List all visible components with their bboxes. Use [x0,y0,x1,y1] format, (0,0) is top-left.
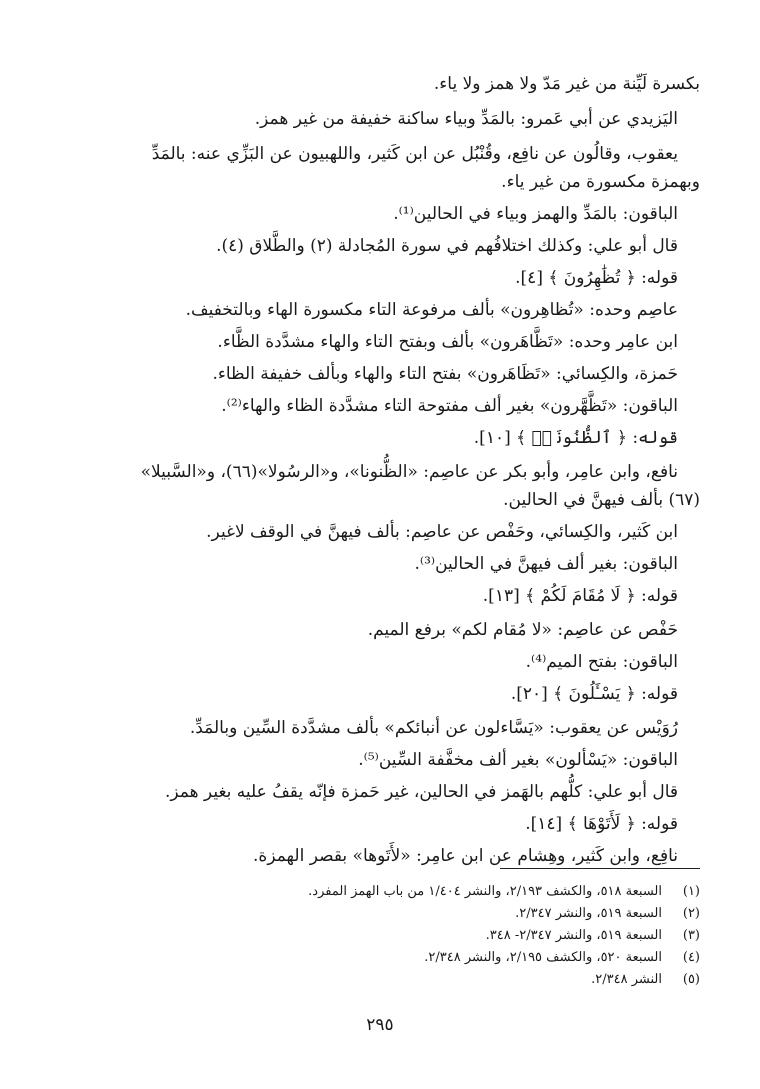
footnote [591,970,700,990]
footnote-text: النشر ٢/٣٤٨. [591,972,662,987]
text-line: رُوَيْس عن يعقوب: «يَسَّاءلون عن أنبائكم» بألف مشدَّدة السِّين وبالمَدِّ. [189,718,678,738]
footnote [424,948,700,968]
footnote [515,904,700,924]
text-line: ابن عامِر وحده: «تَظَّاهَرون» بألف وبفتح التاء والهاء مشدَّدة الظَّاء. [217,332,678,352]
text-line: الباقون: بغير ألف فيهنَّ في الحالين⁽³⁾. [414,554,678,574]
footnote [308,882,700,902]
verse-heading: قوله: ﴿ لَا مُقَامَ لَكُمْ ﴾ [١٣]. [482,586,678,606]
footnote [486,926,700,946]
verse-heading: قوله: ﴿ تُظَٰهِرُونَ ﴾ [٤]. [515,268,678,288]
footnote-text: السبعة ٥١٩، والنشر ٢/٣٤٧. [515,906,662,921]
text-line: قال أبو علي: وكذلك اختلافُهم في سورة المُجادلة (٢) والطَّلاق (٤). [216,236,678,256]
footnote-text: السبعة ٥١٩، والنشر ٢/٣٤٧- ٣٤٨. [485,928,662,943]
verse-heading: قوله: ﴿ لَأَتَوْهَا ﴾ [١٤]. [525,814,678,834]
verse-heading: قوله: ﴿ يَسْـَٔلُونَ ﴾ [٢٠]. [510,684,678,704]
footnote-number: (٢) [682,906,700,921]
text-line: حَفْص عن عاصِم: «لا مُقام لكم» برفع الميم. [367,620,678,640]
text-line: حَمزة، والكِسائي: «تَظَاهَرون» بفتح التاء والهاء وبألف خفيفة الظاء. [212,364,678,384]
page-number: ٢٩٥ [366,1015,394,1035]
book-page [60,60,700,1060]
text-line: اليَزيدي عن أبي عَمرو: بالمَدِّ وبياء ساكنة خفيفة من غير همز. [254,109,678,129]
text-line: نافع، وابن عامِر، وأبو بكر عن عاصِم: «الظُّنونا»، و«الرسُولا»(٦٦)، و«السَّبيلا» [140,462,678,482]
text-line: الباقون: بالمَدِّ والهمز وبياء في الحالين⁽¹⁾. [393,204,678,224]
footnote-text: السبعة ٥١٨، والكشف ٢/١٩٣، والنشر ١/٤٠٤ من باب الهمز المفرد. [308,884,662,899]
footnote-number: (٥) [682,972,700,987]
text-line: ابن كَثير، والكِسائي، وحَفْص عن عاصِم: بألف فيهنَّ في الوقف لاغير. [206,522,678,542]
text-line: عاصِم وحده: «تُظاهِرون» بألف مرفوعة التاء مكسورة الهاء وبالتخفيف. [185,300,678,320]
footnote-text: السبعة ٥٢٠، والكشف ٢/١٩٥، والنشر ٢/٣٤٨. [424,950,662,965]
verse-heading: قوله: ﴿ ٱلظُّنُونَا۠ ﴾ [١٠]. [473,428,678,448]
footnote-divider [500,868,700,869]
text-line: يعقوب، وقالُون عن نافِع، وقُنْبُل عن ابن كَثير، واللهبيون عن البَزِّي عنه: بالمَدِّ [151,144,678,164]
text-line: وبهمزة مكسورة من غير ياء. [501,172,700,192]
text-line: بكسرة لَيِّنة من غير مَدّ ولا همز ولا ياء. [433,74,700,94]
text-line: قال أبو علي: كلُّهم بالهَمز في الحالين، غير حَمزة فإنّه يقفُ عليه بغير همز. [164,782,678,802]
footnote-number: (١) [682,884,700,899]
text-line: الباقون: «يَسْألون» بغير ألف مخفَّفة السِّين⁽⁵⁾. [358,750,678,770]
footnote-number: (٤) [682,950,700,965]
footnote-number: (٣) [682,928,700,943]
text-line: (٦٧) بألف فيهنَّ في الحالين. [503,490,700,510]
text-line: الباقون: «تَظَّهَّرون» بغير ألف مفتوحة التاء مشدَّدة الظاء والهاء⁽²⁾. [221,396,678,416]
text-line: الباقون: بفتح الميم⁽⁴⁾. [525,652,678,672]
text-line: نافِع، وابن كَثير، وهِشام عن ابن عامِر: «لأَتَوها» بقصر الهمزة. [253,846,678,866]
